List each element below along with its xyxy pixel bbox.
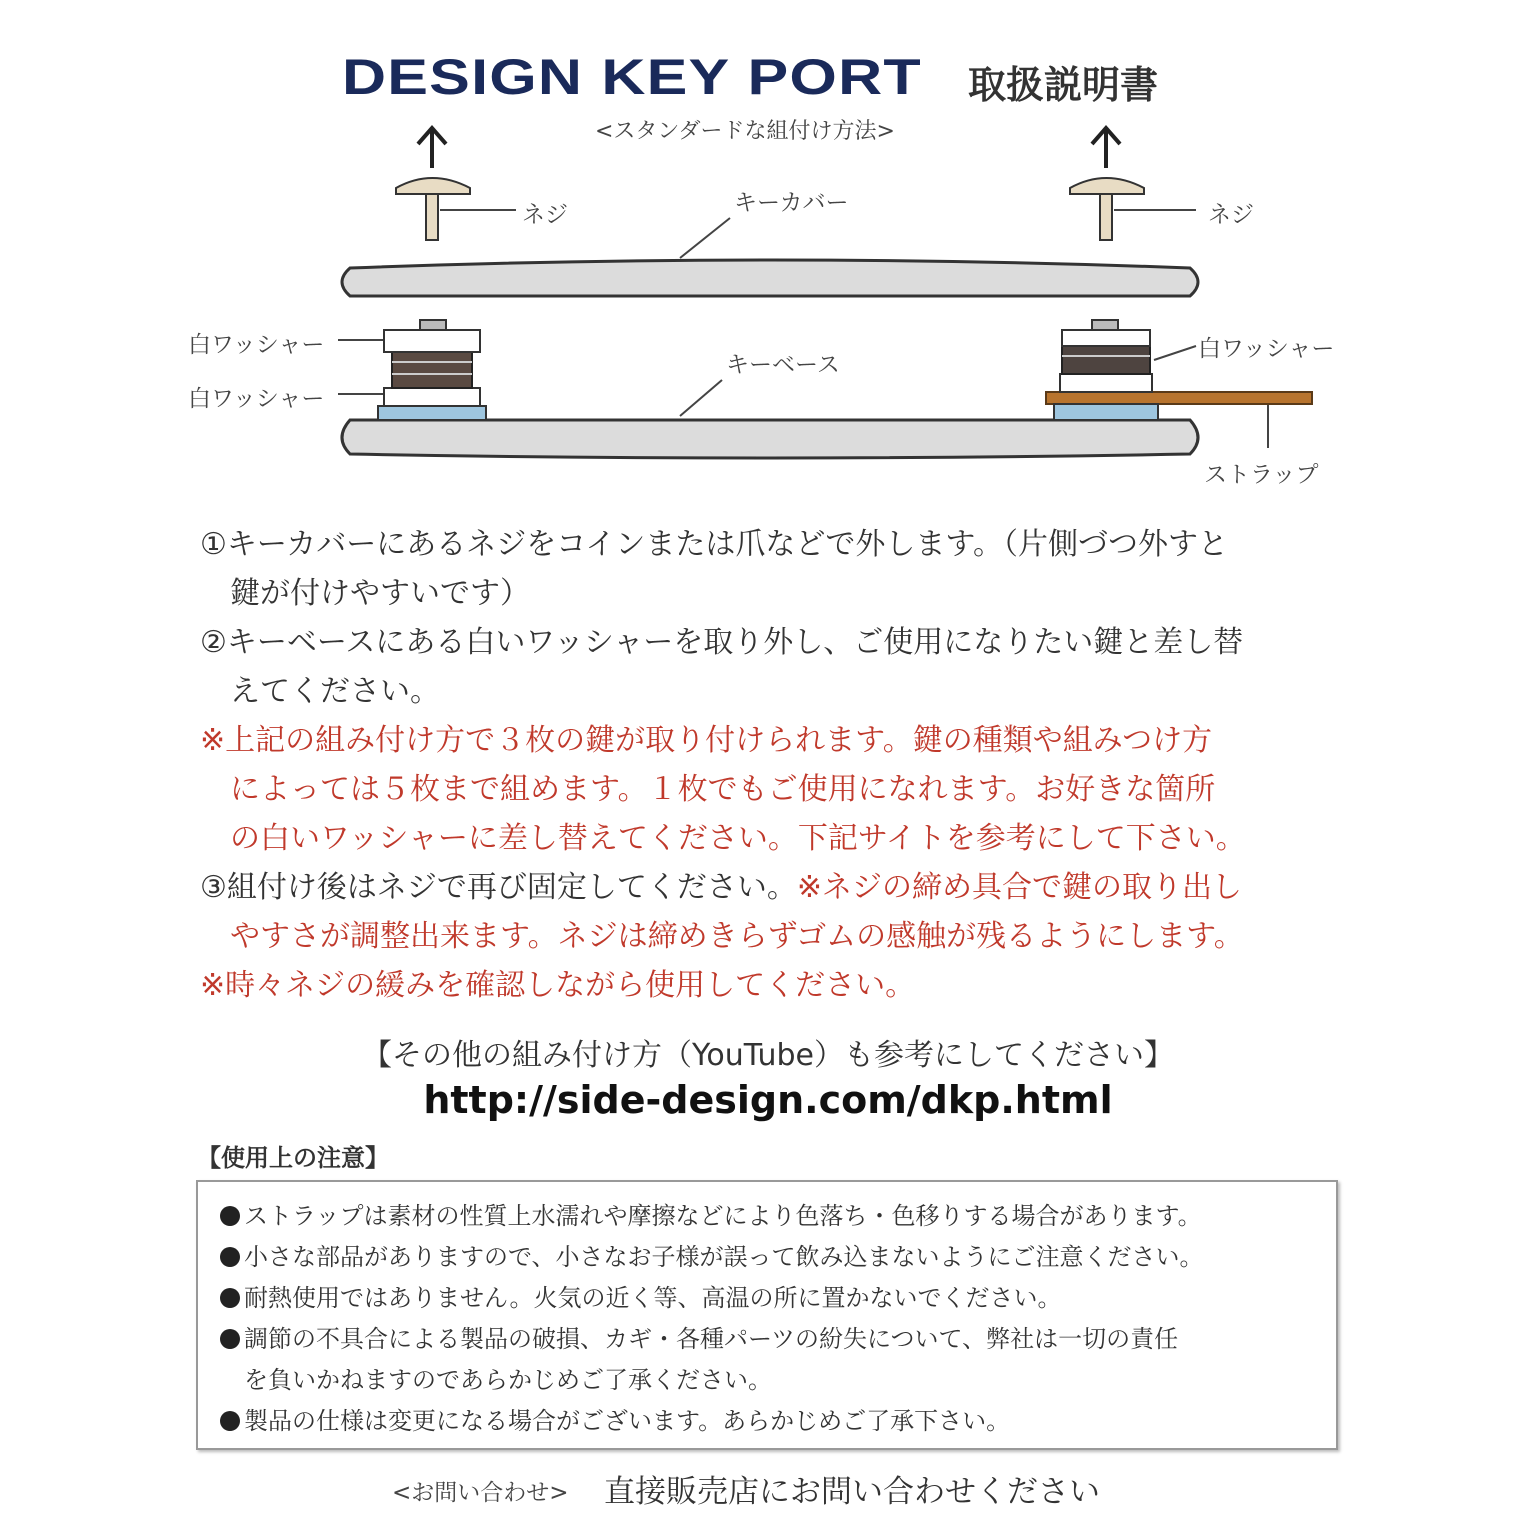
bullet-icon: [220, 1288, 240, 1308]
step-1-line-2: 鍵が付けやすいです）: [230, 576, 530, 611]
label-screw-left: ネジ: [522, 202, 568, 228]
caution-text: 調節の不具合による製品の破損、カギ・各種パーツの紛失について、弊社は一切の責任: [244, 1325, 1179, 1353]
youtube-note: 【その他の組み付け方（YouTube）も参考にしてください】: [362, 1038, 1174, 1073]
step-2-line-1: ②キーベースにある白いワッシャーを取り外し、ご使用になりたい鍵と差し替: [200, 625, 1244, 660]
label-white-washer-bottom-left: 白ワッシャー: [188, 386, 325, 412]
assembly-diagram: [0, 0, 1536, 500]
subtitle: <スタンダードな組付け方法>: [595, 119, 895, 144]
caution-text: ストラップは素材の性質上水濡れや摩擦などにより色落ち・色移りする場合があります。: [244, 1202, 1202, 1230]
step-3-line-2: やすさが調整出来ます。ネジは締めきらずゴムの感触が残るようにします。: [230, 919, 1244, 954]
caution-text: 小さな部品がありますので、小さなお子様が誤って飲み込まないようにご注意ください。: [244, 1243, 1204, 1271]
key-base: [342, 420, 1198, 458]
note-2: ※時々ネジの緩みを確認しながら使用してください。: [200, 968, 916, 1003]
website-link[interactable]: http://side-design.com/dkp.html: [423, 1078, 1113, 1122]
caution-item: [220, 1319, 1204, 1360]
label-strap: ストラップ: [1204, 462, 1319, 488]
note-1-line-2: によっては５枚まで組めます。１枚でもご使用になれます。お好きな箇所: [230, 772, 1216, 807]
up-arrow-icon-right: [1092, 128, 1120, 168]
caution-item: [220, 1401, 1204, 1442]
step-3-text: ③組付け後はネジで再び固定してください。: [200, 870, 797, 905]
caution-item: [220, 1196, 1204, 1237]
step-2-line-2: えてください。: [230, 674, 440, 709]
label-key-base: キーベース: [726, 352, 840, 378]
bullet-icon: [220, 1206, 240, 1226]
caution-title: 【使用上の注意】: [197, 1144, 389, 1172]
label-white-washer-right: 白ワッシャー: [1198, 336, 1335, 362]
caution-text: 耐熱使用ではありません。火気の近く等、高温の所に置かないでください。: [244, 1284, 1062, 1312]
step-3-line-1: [200, 863, 1246, 912]
bullet-icon: [220, 1411, 240, 1431]
step-1-line-1: ①キーカバーにあるネジをコインまたは爪などで外します。（片側づつ外すと: [200, 527, 1228, 562]
bullet-icon: [220, 1247, 240, 1267]
caution-text: を負いかねますのであらかじめご了承ください。: [244, 1366, 772, 1394]
caution-item: [220, 1237, 1204, 1278]
note-1-line-3: の白いワッシャーに差し替えてください。下記サイトを参考にして下さい。: [230, 821, 1246, 856]
up-arrow-icon-left: [418, 128, 446, 168]
step-3-note: ※ネジの締め具合で鍵の取り出し: [796, 870, 1243, 905]
caution-item: [220, 1278, 1204, 1319]
caution-list: [220, 1196, 1204, 1442]
caution-box: [196, 1180, 1338, 1450]
contact-text: 直接販売店にお問い合わせください: [604, 1474, 1100, 1510]
document-title: 取扱説明書: [968, 63, 1159, 107]
bullet-icon: [220, 1329, 240, 1349]
label-screw-right: ネジ: [1208, 202, 1254, 228]
key-cover: [342, 260, 1198, 296]
instruction-steps: [200, 520, 1246, 1010]
label-white-washer-top-left: 白ワッシャー: [188, 332, 325, 358]
caution-text: 製品の仕様は変更になる場合がございます。あらかじめご了承下さい。: [244, 1407, 1011, 1435]
contact-label: <お問い合わせ>: [392, 1480, 569, 1506]
caution-item-continued: [220, 1360, 1204, 1401]
label-key-cover: キーカバー: [734, 190, 849, 216]
brand-title: DESIGN KEY PORT: [342, 49, 922, 105]
note-1-line-1: ※上記の組み付け方で３枚の鍵が取り付けられます。鍵の種類や組みつけ方: [200, 723, 1213, 758]
washer-stack-left: [378, 320, 486, 420]
